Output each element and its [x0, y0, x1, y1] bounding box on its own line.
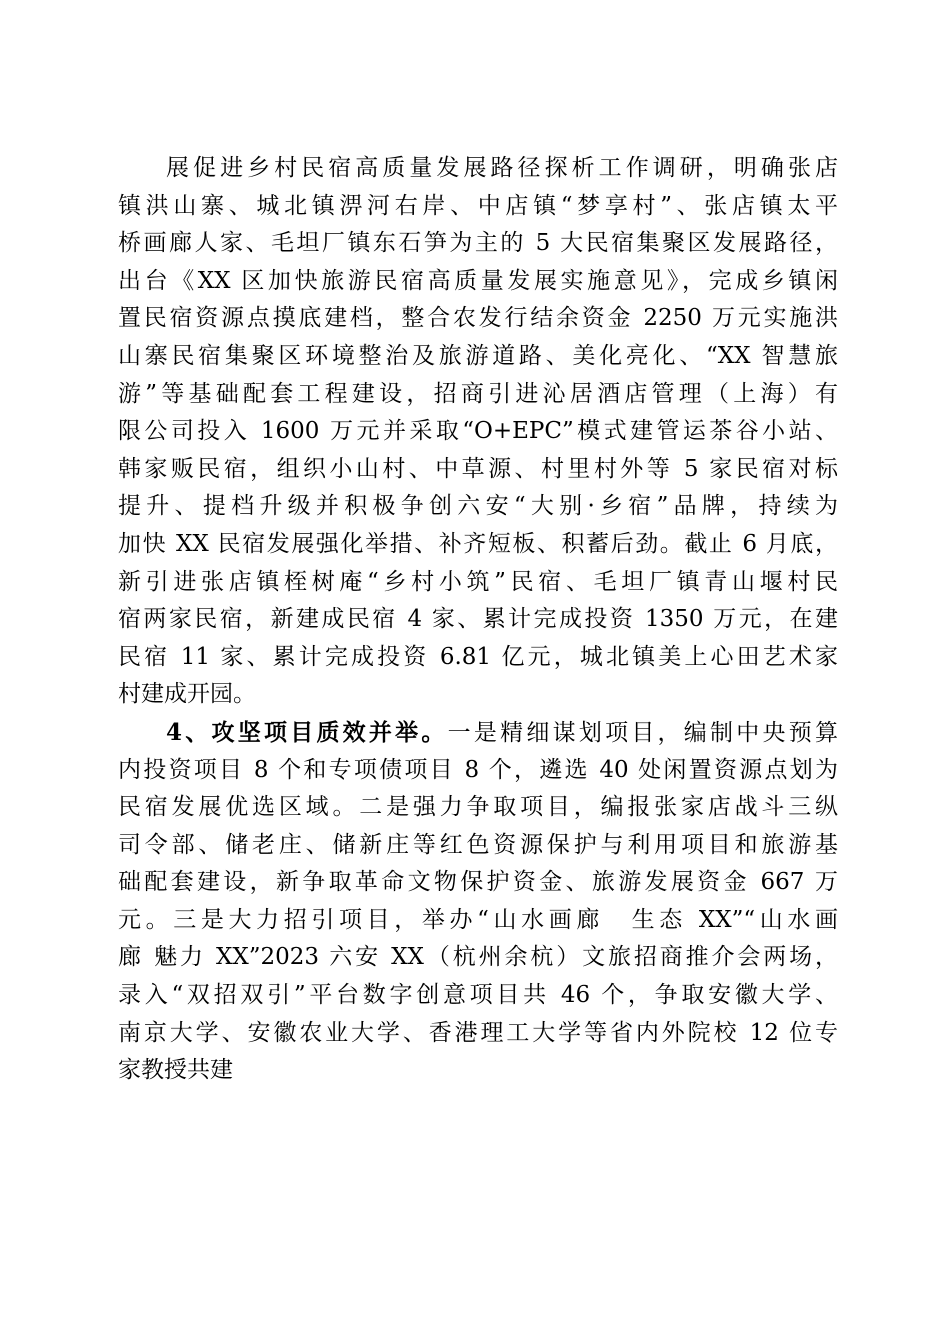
paragraph-2-line-7: 廊 魅力 XX”2023 六安 XX（杭州余杭）文旅招商推介会两场，: [118, 944, 838, 971]
paragraph-2-line-10: 家教授共建: [118, 1057, 233, 1084]
paragraph-2-line-1-text: 一是精细谋划项目，编制中央预算: [447, 719, 838, 746]
paragraph-2-line-2: 内投资项目 8 个和专项债项目 8 个，遴选 40 处闲置资源点划为: [118, 756, 838, 783]
paragraph-1-line-6: 山寨民宿集聚区环境整治及旅游道路、美化亮化、“XX 智慧旅: [118, 342, 838, 369]
paragraph-1-line-14: 民宿 11 家、累计完成投资 6.81 亿元，城北镇美上心田艺术家: [118, 643, 838, 670]
paragraph-2-line-1: [118, 714, 838, 752]
paragraph-1-line-8: 限公司投入 1600 万元并采取“O+EPC”模式建管运茶谷小站、: [118, 418, 838, 445]
section-heading: 4、攻坚项目质效并举。: [166, 718, 448, 746]
paragraph-2-line-6: 元。三是大力招引项目，举办“山水画廊 生态 XX”“山水画: [118, 906, 838, 933]
paragraph-1-line-15: 村建成开园。: [118, 681, 256, 708]
paragraph-1-line-11: 加快 XX 民宿发展强化举措、补齐短板、积蓄后劲。截止 6 月底，: [118, 530, 838, 557]
paragraph-1-line-4: 出台《XX 区加快旅游民宿高质量发展实施意见》，完成乡镇闲: [118, 267, 838, 294]
paragraph-1-line-7: 游”等基础配套工程建设，招商引进沁居酒店管理（上海）有: [118, 380, 838, 407]
paragraph-1-line-10: 提升、提档升级并积极争创六安“大别·乡宿”品牌，持续为: [118, 493, 838, 520]
paragraph-2-line-9: 南京大学、安徽农业大学、香港理工大学等省内外院校 12 位专: [118, 1019, 838, 1046]
paragraph-1-line-13: 宿两家民宿，新建成民宿 4 家、累计完成投资 1350 万元，在建: [118, 606, 838, 633]
paragraph-2-line-4: 司令部、储老庄、储新庄等红色资源保护与利用项目和旅游基: [118, 831, 838, 858]
paragraph-1-line-9: 韩家贩民宿，组织小山村、中草源、村里村外等 5 家民宿对标: [118, 455, 838, 482]
paragraph-2-line-8: 录入“双招双引”平台数字创意项目共 46 个，争取安徽大学、: [118, 982, 838, 1009]
paragraph-1-line-5: 置民宿资源点摸底建档，整合农发行结余资金 2250 万元实施洪: [118, 305, 838, 332]
paragraph-2-line-3: 民宿发展优选区域。二是强力争取项目，编报张家店战斗三纵: [118, 794, 838, 821]
paragraph-1-line-3: 桥画廊人家、毛坦厂镇东石笋为主的 5 大民宿集聚区发展路径，: [118, 230, 838, 257]
paragraph-2-line-5: 础配套建设，新争取革命文物保护资金、旅游发展资金 667 万: [118, 869, 838, 896]
paragraph-1-line-12: 新引进张店镇桎树庵“乡村小筑”民宿、毛坦厂镇青山堰村民: [118, 568, 838, 595]
paragraph-1-line-1: 展促进乡村民宿高质量发展路径探析工作调研，明确张店: [166, 155, 838, 181]
paragraph-1-line-2: 镇洪山寨、城北镇淠河右岸、中店镇“梦享村”、张店镇太平: [118, 192, 838, 219]
document-body: [118, 150, 838, 1090]
